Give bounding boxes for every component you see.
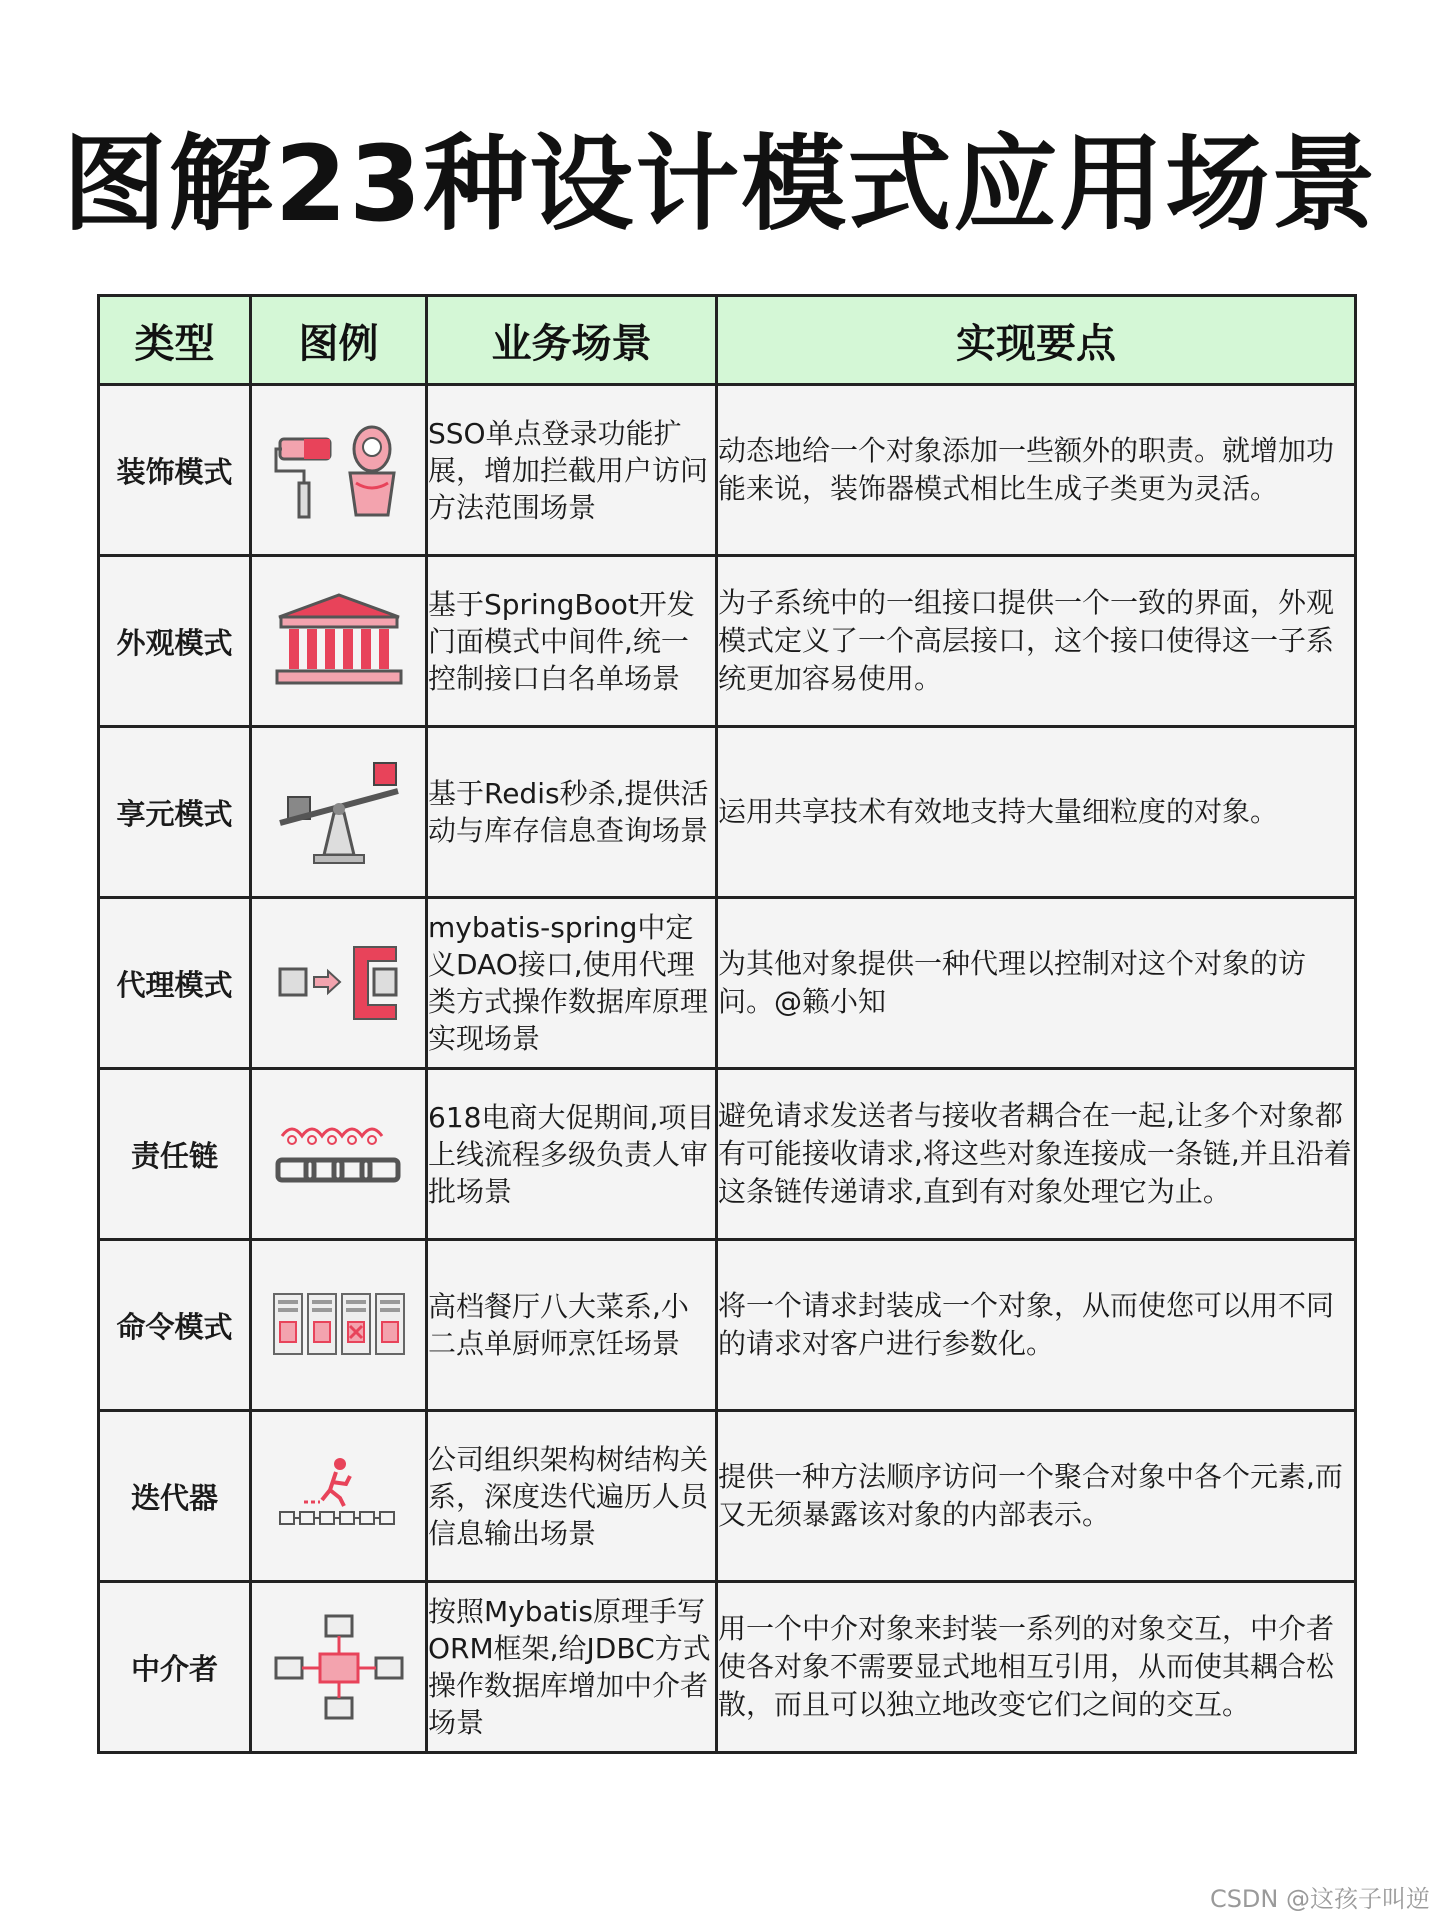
table-row [99,898,1356,1069]
page-title: 图解23种设计模式应用场景 [62,123,1378,245]
points-cell: 运用共享技术有效地支持大量细粒度的对象。 [717,727,1356,898]
points-cell: 提供一种方法顺序访问一个聚合对象中各个元素,而又无须暴露该对象的内部表示。 [717,1411,1356,1582]
table-row [99,1582,1356,1753]
points-cell: 动态地给一个对象添加一些额外的职责。就增加功能来说，装饰器模式相比生成子类更为灵活。 [717,385,1356,556]
points-cell: 为其他对象提供一种代理以控制对这个对象的访问。@籁小知 [717,898,1356,1069]
scene-cell: mybatis-spring中定义DAO接口,使用代理类方式操作数据库原理实现场景 [427,898,717,1069]
type-cell: 享元模式 [99,727,251,898]
command-panels-icon [251,1240,427,1411]
points-cell: 用一个中介对象来封装一系列的对象交互，中介者使各对象不需要显式地相互引用，从而使其耦合松散，而且可以独立地改变它们之间的交互。 [717,1582,1356,1753]
header-scene: 业务场景 [427,296,717,385]
table-row [99,727,1356,898]
scene-cell: 618电商大促期间,项目上线流程多级负责人审批场景 [427,1069,717,1240]
decorator-roller-doll-icon [251,385,427,556]
table-row [99,1411,1356,1582]
scene-cell: SSO单点登录功能扩展，增加拦截用户访问方法范围场景 [427,385,717,556]
type-cell: 代理模式 [99,898,251,1069]
scene-cell: 按照Mybatis原理手写ORM框架,给JDBC方式操作数据库增加中介者场景 [427,1582,717,1753]
type-cell: 外观模式 [99,556,251,727]
iterator-walker-icon [251,1411,427,1582]
points-cell: 避免请求发送者与接收者耦合在一起,让多个对象都有可能接收请求,将这些对象连接成一条链,并且沿着这条链传递请求,直到有对象处理它为止。 [717,1069,1356,1240]
table-row [99,556,1356,727]
header-points: 实现要点 [717,296,1356,385]
scene-cell: 基于Redis秒杀,提供活动与库存信息查询场景 [427,727,717,898]
table-row [99,385,1356,556]
header-legend: 图例 [251,296,427,385]
type-cell: 装饰模式 [99,385,251,556]
watermark: CSDN @这孩子叫逆 [1209,1885,1430,1913]
mediator-hub-icon [251,1582,427,1753]
chain-icon [251,1069,427,1240]
points-cell: 为子系统中的一组接口提供一个一致的界面，外观模式定义了一个高层接口，这个接口使得这一子系统更加容易使用。 [717,556,1356,727]
header-type: 类型 [99,296,251,385]
scene-cell: 公司组织架构树结构关系，深度迭代遍历人员信息输出场景 [427,1411,717,1582]
scene-cell: 高档餐厅八大菜系,小二点单厨师烹饪场景 [427,1240,717,1411]
proxy-arrow-icon [251,898,427,1069]
header-row [99,296,1356,385]
facade-building-icon [251,556,427,727]
patterns-table [97,294,1357,1754]
table-row [99,1240,1356,1411]
points-cell: 将一个请求封装成一个对象，从而使您可以用不同的请求对客户进行参数化。 [717,1240,1356,1411]
type-cell: 中介者 [99,1582,251,1753]
table-row [99,1069,1356,1240]
flyweight-seesaw-icon [251,727,427,898]
type-cell: 责任链 [99,1069,251,1240]
scene-cell: 基于SpringBoot开发门面模式中间件,统一控制接口白名单场景 [427,556,717,727]
type-cell: 命令模式 [99,1240,251,1411]
type-cell: 迭代器 [99,1411,251,1582]
